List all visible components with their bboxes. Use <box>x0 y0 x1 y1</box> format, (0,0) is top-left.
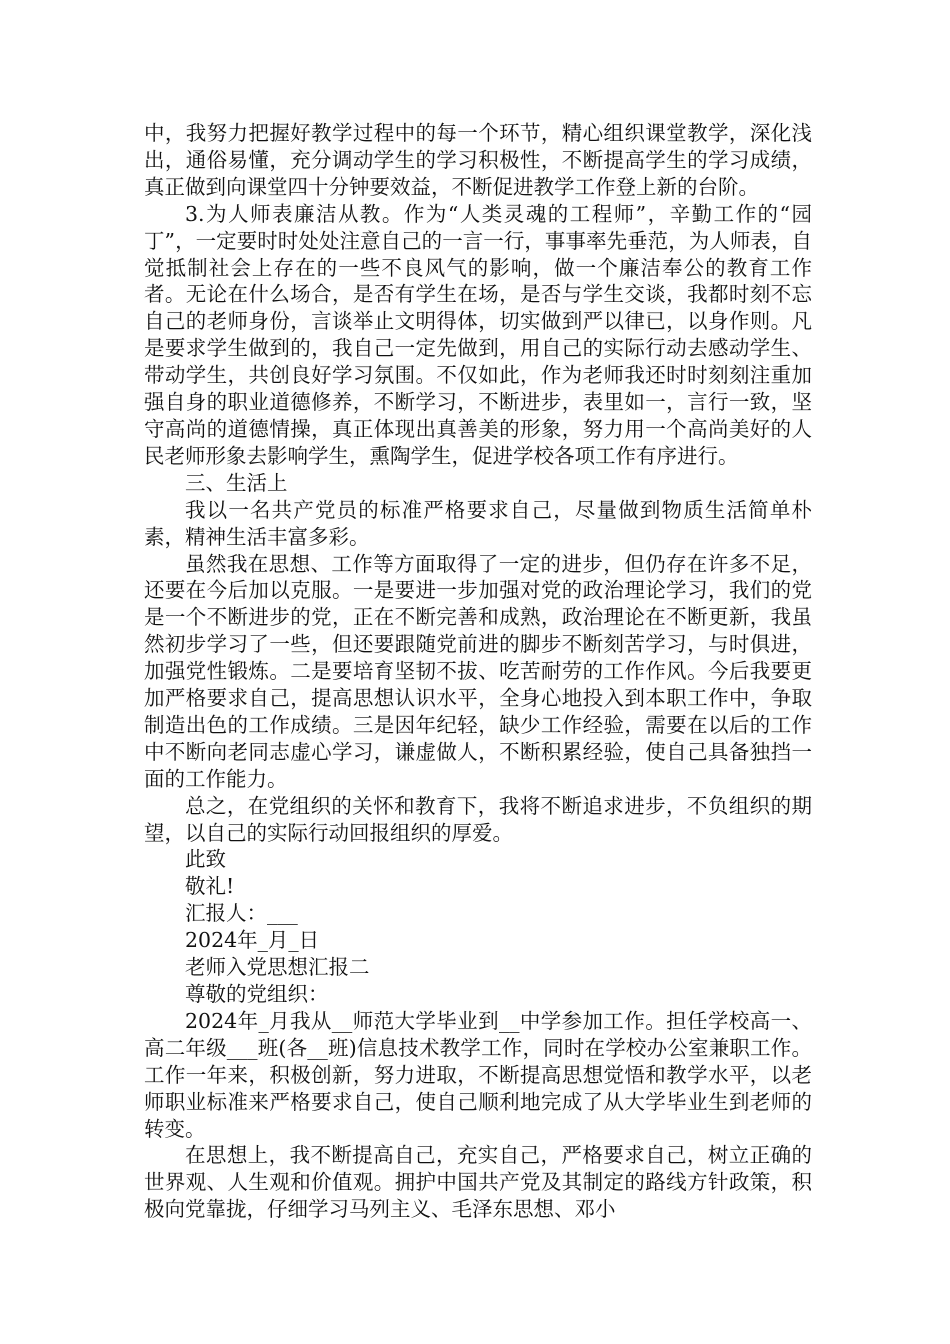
paragraph-shortcomings: 虽然我在思想、工作等方面取得了一定的进步，但仍存在许多不足，还要在今后加以克服。一是要进一步加强对党的政治理论学习，我们的党是一个不断进步的党，正在不断完善和成熟，政治理论在不断更新，我虽然初步学习了一些，但还要跟随党前进的脚步不断刻苦学习，与时俱进，加强党性锻炼。二是要培育坚韧不拔、吃苦耐劳的工作作风。今后我要更加严格要求自己，提高思想认识水平，全身心地投入到本职工作中，争取制造出色的工作成绩。三是因年纪轻，缺少工作经验，需要在以后的工作中不断向老同志虚心学习，谦虚做人，不断积累经验，使自己具备独挡一面的工作能力。 <box>144 551 812 791</box>
closing-salutation: 此致 <box>185 847 226 872</box>
report-two-greeting: 尊敬的党组织： <box>185 982 329 1006</box>
paragraph-conclusion: 总之，在党组织的关怀和教育下，我将不断追求进步，不负组织的期望，以自己的实际行动回报组织的厚爱。 <box>144 793 812 845</box>
report-date: 2024年_月_日 <box>185 928 320 953</box>
paragraph-teaching-process: 中，我努力把握好教学过程中的每一个环节，精心组织课堂教学，深化浅出，通俗易懂，充分调动学生的学习积极性，不断提高学生的学习成绩，真正做到向课堂四十分钟要效益，不断促进教学工作登上新的台阶。 <box>144 121 812 199</box>
report-two-title: 老师入党思想汇报二 <box>185 955 370 980</box>
paragraph-work-overview: 2024年_月我从__师范大学毕业到__中学参加工作。担任学校高一、高二年级___班(各__班)信息技术教学工作，同时在学校办公室兼职工作。工作一年来，积极创新，努力进取，不断提高思想觉悟和教学水平，以老师职业标准来严格要求自己，使自己顺利地完成了从大学毕业生到老师的转变。 <box>144 1008 812 1141</box>
paragraph-life: 我以一名共产党员的标准严格要求自己，尽量做到物质生活简单朴素，精神生活丰富多彩。 <box>144 497 812 549</box>
closing-regards: 敬礼! <box>185 874 235 899</box>
reporter-signature: 汇报人：___ <box>185 901 298 926</box>
paragraph-integrity: 3.为人师表廉洁从教。作为“人类灵魂的工程师”，辛勤工作的“园丁”，一定要时时处处注意自己的一言一行，事事率先垂范，为人师表，自觉抵制社会上存在的一些不良风气的影响，做一个廉洁奉公的教育工作者。无论在什么场合，是否有学生在场，是否与学生交谈，我都时刻不忘自己的老师身份，言谈举止文明得体，切实做到严以律已，以身作则。凡是要求学生做到的，我自己一定先做到，用自己的实际行动去感动学生、带动学生，共创良好学习氛围。不仅如此，作为老师我还时时刻刻注重加强自身的职业道德修养，不断学习，不断进步，表里如一，言行一致，坚守高尚的道德情操，真正体现出真善美的形象，努力用一个高尚美好的人民老师形象去影响学生，熏陶学生，促进学校各项工作有序进行。 <box>144 201 812 468</box>
document-body <box>144 120 812 1223</box>
section-heading-life: 三、生活上 <box>185 470 288 495</box>
paragraph-ideology: 在思想上，我不断提高自己，充实自己，严格要求自己，树立正确的世界观、人生观和价值观。拥护中国共产党及其制定的路线方针政策，积极向党靠拢，仔细学习马列主义、毛泽东思想、邓小 <box>144 1143 812 1222</box>
